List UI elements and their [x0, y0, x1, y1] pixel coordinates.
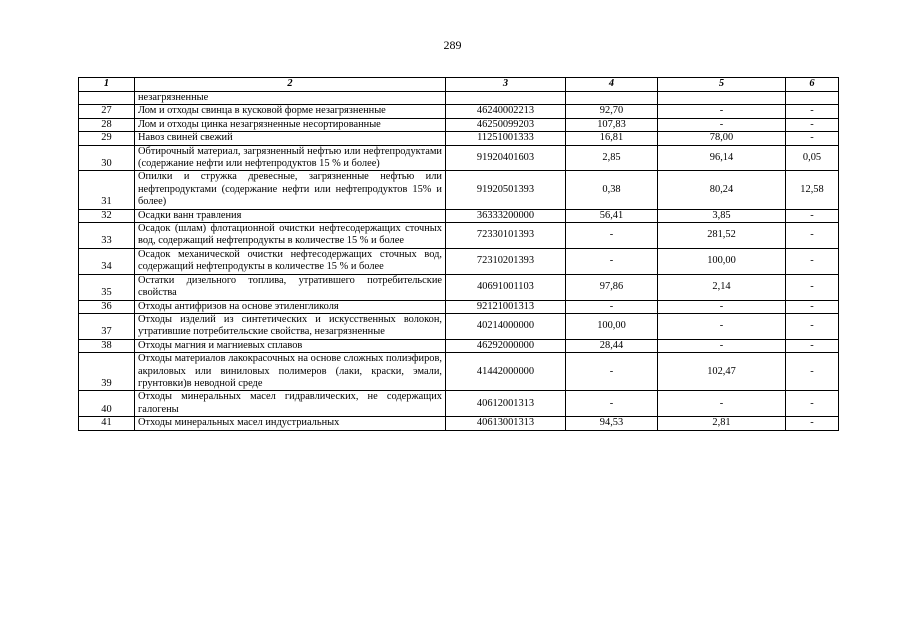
header-row	[79, 78, 839, 92]
value-col5: 100,00	[658, 248, 786, 274]
value-col4: 94,53	[566, 417, 658, 430]
waste-code: 46292000000	[446, 339, 566, 352]
waste-code: 91920501393	[446, 171, 566, 209]
value-col6: -	[786, 105, 839, 118]
value-col6	[786, 92, 839, 105]
value-col6: -	[786, 118, 839, 131]
waste-code: 40691001103	[446, 274, 566, 300]
table-row	[79, 353, 839, 391]
table-row	[79, 92, 839, 105]
waste-code: 36333200000	[446, 209, 566, 222]
waste-name: Остатки дизельного топлива, утратившего потребительские свойства	[135, 274, 446, 300]
waste-code	[446, 92, 566, 105]
value-col4: -	[566, 391, 658, 417]
waste-name: Отходы минеральных масел индустриальных	[135, 417, 446, 430]
waste-name: Осадки ванн травления	[135, 209, 446, 222]
row-number: 33	[79, 223, 135, 249]
waste-code: 91920401603	[446, 145, 566, 171]
table-row	[79, 132, 839, 145]
column-header-3: 3	[446, 78, 566, 92]
table-row	[79, 105, 839, 118]
waste-code: 40613001313	[446, 417, 566, 430]
table-row	[79, 339, 839, 352]
value-col5: -	[658, 105, 786, 118]
value-col5: -	[658, 339, 786, 352]
value-col6: -	[786, 223, 839, 249]
value-col5: 78,00	[658, 132, 786, 145]
value-col5: 2,81	[658, 417, 786, 430]
value-col4: 56,41	[566, 209, 658, 222]
waste-name: Навоз свиней свежий	[135, 132, 446, 145]
table-row	[79, 118, 839, 131]
table-row	[79, 145, 839, 171]
value-col6: -	[786, 209, 839, 222]
value-col6: -	[786, 339, 839, 352]
value-col5: -	[658, 118, 786, 131]
value-col5: -	[658, 300, 786, 313]
row-number: 39	[79, 353, 135, 391]
waste-name: Отходы изделий из синтетических и искусственных волокон, утратившие потребительские свойства, незагрязненные	[135, 313, 446, 339]
waste-name: Отходы антифризов на основе этиленгликоля	[135, 300, 446, 313]
value-col6: 0,05	[786, 145, 839, 171]
value-col4: -	[566, 300, 658, 313]
row-number: 28	[79, 118, 135, 131]
value-col4: 2,85	[566, 145, 658, 171]
row-number: 27	[79, 105, 135, 118]
table-row	[79, 274, 839, 300]
value-col5	[658, 92, 786, 105]
row-number	[79, 92, 135, 105]
value-col4: -	[566, 353, 658, 391]
waste-name: незагрязненные	[135, 92, 446, 105]
waste-code: 92121001313	[446, 300, 566, 313]
waste-name: Осадок механической очистки нефтесодержащих сточных вод, содержащий нефтепродукты в количестве 15 % и более	[135, 248, 446, 274]
row-number: 41	[79, 417, 135, 430]
column-header-2: 2	[135, 78, 446, 92]
waste-name: Лом и отходы свинца в кусковой форме незагрязненные	[135, 105, 446, 118]
value-col4: 107,83	[566, 118, 658, 131]
value-col5: -	[658, 313, 786, 339]
value-col4: 97,86	[566, 274, 658, 300]
value-col5: 80,24	[658, 171, 786, 209]
table-row	[79, 209, 839, 222]
value-col6: -	[786, 132, 839, 145]
table-row	[79, 223, 839, 249]
value-col5: 96,14	[658, 145, 786, 171]
table-row	[79, 391, 839, 417]
table-row	[79, 171, 839, 209]
waste-name: Осадок (шлам) флотационной очистки нефтесодержащих сточных вод, содержащий нефтепродукты в количестве 15 % и более	[135, 223, 446, 249]
waste-code: 41442000000	[446, 353, 566, 391]
column-header-6: 6	[786, 78, 839, 92]
value-col4: 16,81	[566, 132, 658, 145]
waste-code: 46240002213	[446, 105, 566, 118]
row-number: 37	[79, 313, 135, 339]
table-row	[79, 248, 839, 274]
value-col4: -	[566, 248, 658, 274]
waste-name: Лом и отходы цинка незагрязненные несортированные	[135, 118, 446, 131]
row-number: 29	[79, 132, 135, 145]
value-col6: -	[786, 300, 839, 313]
row-number: 36	[79, 300, 135, 313]
value-col6: -	[786, 248, 839, 274]
waste-name: Отходы магния и магниевых сплавов	[135, 339, 446, 352]
waste-table	[78, 77, 839, 431]
row-number: 31	[79, 171, 135, 209]
table-row	[79, 300, 839, 313]
waste-code: 72330101393	[446, 223, 566, 249]
value-col4: 100,00	[566, 313, 658, 339]
row-number: 34	[79, 248, 135, 274]
page-number: 289	[443, 38, 462, 52]
waste-name: Отходы минеральных масел гидравлических, не содержащих галогены	[135, 391, 446, 417]
value-col4: 0,38	[566, 171, 658, 209]
value-col5: 3,85	[658, 209, 786, 222]
value-col5: 281,52	[658, 223, 786, 249]
value-col5: 102,47	[658, 353, 786, 391]
waste-code: 40214000000	[446, 313, 566, 339]
waste-code: 40612001313	[446, 391, 566, 417]
value-col6: -	[786, 353, 839, 391]
waste-code: 72310201393	[446, 248, 566, 274]
waste-name: Обтирочный материал, загрязненный нефтью или нефтепродуктами (содержание нефти или нефтепродуктов 15 % и более)	[135, 145, 446, 171]
table-row	[79, 313, 839, 339]
row-number: 35	[79, 274, 135, 300]
waste-name: Опилки и стружка древесные, загрязненные нефтью или нефтепродуктами (содержание нефти или нефтепродуктов 15% и более)	[135, 171, 446, 209]
column-header-5: 5	[658, 78, 786, 92]
waste-name: Отходы материалов лакокрасочных на основе сложных полиэфиров, акриловых или виниловых полимеров (лаки, краски, эмали, грунтовки)в неводной среде	[135, 353, 446, 391]
column-header-1: 1	[79, 78, 135, 92]
waste-code: 11251001333	[446, 132, 566, 145]
waste-code: 46250099203	[446, 118, 566, 131]
value-col6: -	[786, 313, 839, 339]
value-col6: 12,58	[786, 171, 839, 209]
row-number: 38	[79, 339, 135, 352]
value-col4: 92,70	[566, 105, 658, 118]
row-number: 40	[79, 391, 135, 417]
value-col6: -	[786, 274, 839, 300]
value-col5: 2,14	[658, 274, 786, 300]
value-col6: -	[786, 391, 839, 417]
value-col4	[566, 92, 658, 105]
value-col6: -	[786, 417, 839, 430]
row-number: 30	[79, 145, 135, 171]
value-col4: 28,44	[566, 339, 658, 352]
table-row	[79, 417, 839, 430]
row-number: 32	[79, 209, 135, 222]
value-col5: -	[658, 391, 786, 417]
column-header-4: 4	[566, 78, 658, 92]
value-col4: -	[566, 223, 658, 249]
